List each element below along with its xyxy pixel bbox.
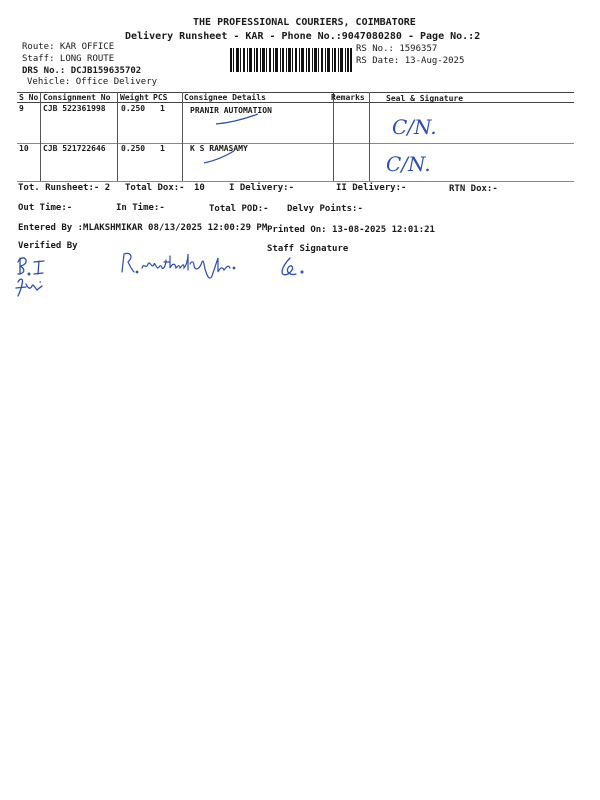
barcode-image (230, 48, 352, 72)
col-pcs: PCS (153, 93, 168, 102)
col-seal: Seal & Signature (386, 94, 464, 103)
table-row-sno: 10 (19, 144, 29, 153)
total-dox-value: 10 (194, 183, 205, 193)
table-row-consignee: K S RAMASAMY (190, 144, 248, 153)
col-remarks: Remarks (331, 93, 365, 102)
staff-label: Staff: LONG ROUTE (22, 54, 115, 64)
printed-on: Printed On: 13-08-2025 12:01:21 (267, 225, 435, 235)
out-time: Out Time:- (18, 203, 73, 213)
staff-signature-mark (278, 256, 308, 284)
verifier-initials-signature (14, 252, 54, 302)
rs-date: RS Date: 13-Aug-2025 (356, 56, 465, 66)
entered-by: Entered By :MLAKSHMIKAR 08/13/2025 12:00:29 PM (18, 223, 268, 233)
col-sno: S No (19, 93, 39, 102)
table-row-consignee: PRANIR AUTOMATION (190, 106, 272, 115)
table-row-pcs: 1 (160, 104, 165, 113)
table-row-weight: 0.250 (121, 144, 146, 153)
staff-signature-label: Staff Signature (267, 244, 349, 254)
total-dox-label: Total Dox:- (125, 183, 185, 193)
company-title: THE PROFESSIONAL COURIERS, COIMBATORE (193, 17, 416, 28)
table-row-seal-signature: C/N. (392, 115, 437, 139)
ii-delivery: II Delivery:- (336, 183, 407, 193)
runsheet-subtitle: Delivery Runsheet - KAR - Phone No.:9047080280 - Page No.:2 (125, 31, 481, 42)
col-consignee: Consignee Details (184, 93, 266, 102)
i-delivery: I Delivery:- (229, 183, 295, 193)
delvy-points: Delvy Points:- (287, 204, 363, 214)
drs-number: DRS No.: DCJB159635702 (22, 66, 142, 76)
pen-tick-mark (202, 150, 242, 170)
checker-signature (118, 250, 246, 288)
pen-tick-mark (214, 112, 264, 131)
tot-runsheet: Tot. Runsheet:- 2 (18, 183, 111, 193)
table-row-weight: 0.250 (121, 104, 146, 113)
table-row-consignment: CJB 522361998 (43, 104, 106, 113)
table-row-pcs: 1 (160, 144, 165, 153)
verified-by-label: Verified By (18, 241, 78, 251)
col-consignment: Consignment No (43, 93, 111, 102)
rtn-dox: RTN Dox:- (449, 184, 498, 194)
col-weight: Weight (120, 93, 149, 102)
rs-number: RS No.: 1596357 (356, 44, 438, 54)
table-row-sno: 9 (19, 104, 24, 113)
table-row-consignment: CJB 521722646 (43, 144, 106, 153)
total-pod: Total POD:- (209, 204, 269, 214)
table-row-seal-signature: C/N. (386, 152, 431, 176)
in-time: In Time:- (116, 203, 165, 213)
route-label: Route: KAR OFFICE (22, 42, 115, 52)
vehicle-label: Vehicle: Office Delivery (27, 77, 158, 87)
